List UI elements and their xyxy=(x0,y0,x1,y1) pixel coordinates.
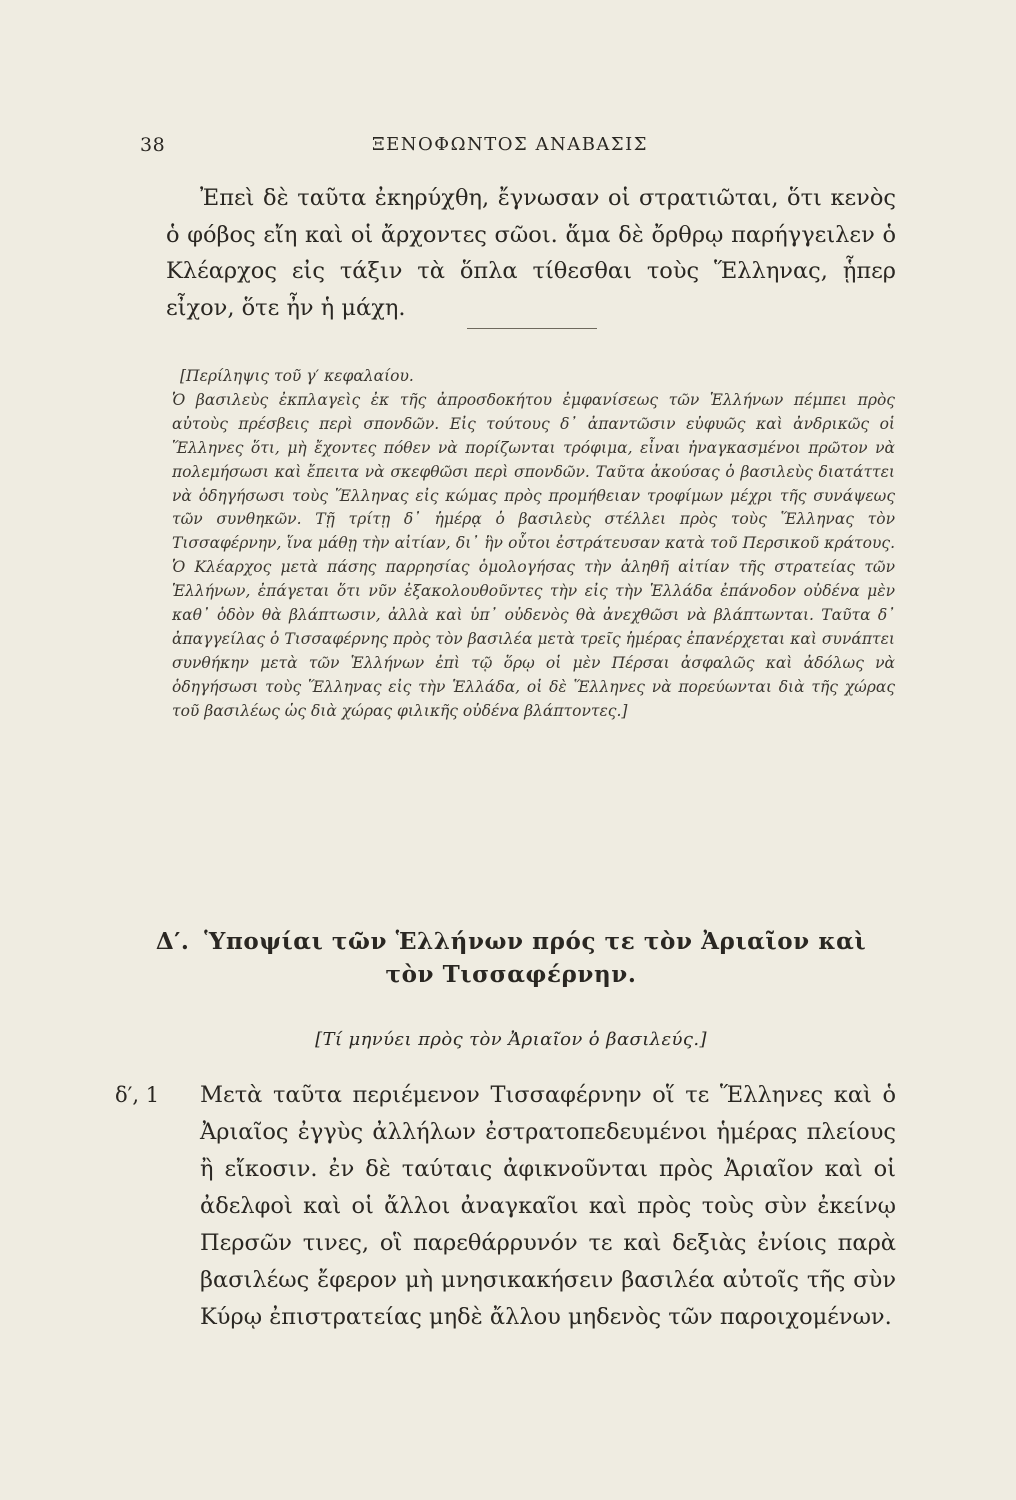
chapter-number: Δ′. xyxy=(155,928,190,955)
chapter-title: Ὑποψίαι τῶν Ἑλλήνων πρός τε τὸν Ἀριαῖον καὶ τὸν Τισσαφέρνην. xyxy=(204,928,867,988)
section-divider xyxy=(467,328,597,329)
chapter-heading xyxy=(140,925,882,991)
section-text: Μετὰ ταῦτα περιέμενον Τισσαφέρνην οἵ τε Ἕλληνες καὶ ὁ Ἀριαῖος ἐγγὺς ἀλλήλων ἐστρατοπεδευμένοι ἡμέρας πλείους ἢ εἴκοσιν. ἐν δὲ ταύταις ἀφικνοῦνται πρὸς Ἀριαῖον καὶ οἱ ἀδελφοὶ καὶ οἱ ἄλλοι ἀναγκαῖοι καὶ πρὸς τοὺς σὺν ἐκείνῳ Περσῶν τινες, οἳ παρεθάρρυνόν τε καὶ δεξιὰς ἐνίοις παρὰ βασιλέως ἔφερον μὴ μνησικακήσειν βασιλέα αὐτοῖς τῆς σὺν Κύρῳ ἐπιστρατείας μηδὲ ἄλλου μηδενὸς τῶν παροιχομένων. xyxy=(200,1082,896,1330)
main-paragraph: Ἐπεὶ δὲ ταῦτα ἐκηρύχθη, ἔγνωσαν οἱ στρατιῶται, ὅτι κενὸς ὁ φόβος εἴη καὶ οἱ ἄρχοντες σῶοι. ἅμα δὲ ὄρθρῳ παρήγγειλεν ὁ Κλέαρχος εἰς τάξιν τὰ ὅπλα τίθεσθαι τοὺς Ἕλληνας, ᾗπερ εἶχον, ὅτε ἦν ἡ μάχη. xyxy=(166,185,896,321)
chapter-summary xyxy=(172,365,895,724)
page-number: 38 xyxy=(140,134,166,156)
page-header-title: ΞΕΝΟΦΩΝΤΟΣ ΑΝΑΒΑΣΙΣ xyxy=(372,134,648,155)
summary-text: Ὁ βασιλεὺς ἐκπλαγεὶς ἐκ τῆς ἀπροσδοκήτου ἐμφανίσεως τῶν Ἑλλήνων πέμπει πρὸς αὐτοὺς πρέσβεις περὶ σπονδῶν. Εἰς τούτους δ᾽ ἀπαντῶσιν εὐφυῶς καὶ ἀνδρικῶς οἱ Ἕλληνες ὅτι, μὴ ἔχοντες πόθεν νὰ πορίζωνται τρόφιμα, εἶναι ἠναγκασμένοι πρῶτον νὰ πολεμήσωσι καὶ ἔπειτα νὰ σκεφθῶσι περὶ σπονδῶν. Ταῦτα ἀκούσας ὁ βασιλεὺς διατάττει νὰ ὁδηγήσωσι τοὺς Ἕλληνας εἰς κώμας πρὸς προμήθειαν τροφίμων μέχρι τῆς συνάψεως τῶν συνθηκῶν. Τῇ τρίτῃ δ᾽ ἡμέρᾳ ὁ βασιλεὺς στέλλει πρὸς τοὺς Ἕλληνας τὸν Τισσαφέρνην, ἵνα μάθῃ τὴν αἰτίαν, δι᾽ ἣν οὗτοι ἐστράτευσαν κατὰ τοῦ Περσικοῦ κράτους. Ὁ Κλέαρχος μετὰ πάσης παρρησίας ὁμολογήσας τὴν ἀληθῆ αἰτίαν τῆς στρατείας τῶν Ἑλλήνων, ἐπάγεται ὅτι νῦν ἐξακολουθοῦντες τὴν εἰς τὴν Ἑλλάδα ἐπάνοδον οὐδένα μὲν καθ᾽ ὁδὸν θὰ βλάπτωσιν, ἀλλὰ καὶ ὑπ᾽ οὐδενὸς θὰ ἀνεχθῶσι νὰ βλάπτωνται. Ταῦτα δ᾽ ἀπαγγείλας ὁ Τισσαφέρνης πρὸς τὸν βασιλέα μετὰ τρεῖς ἡμέρας ἐπανέρχεται καὶ συνάπτει συνθήκην μετὰ τῶν Ἑλλήνων ἐπὶ τῷ ὅρῳ οἱ μὲν Πέρσαι ἀσφαλῶς καὶ ἀδόλως νὰ ὁδηγήσωσι τοὺς Ἕλληνας εἰς τὴν Ἑλλάδα, οἱ δὲ Ἕλληνες νὰ πορεύωνται διὰ τῆς χώρας τοῦ βασιλέως ὡς διὰ χώρας φιλικῆς οὐδένα βλάπτοντες.] xyxy=(172,390,895,720)
section-subtitle: [Τί μηνύει πρὸς τὸν Ἀριαῖον ὁ βασιλεύς.] xyxy=(315,1029,707,1050)
section-marker: δ′, 1 xyxy=(115,1083,160,1107)
running-head xyxy=(140,134,880,158)
summary-lead-in: [Περίληψις τοῦ γ′ κεφαλαίου. xyxy=(180,367,414,385)
